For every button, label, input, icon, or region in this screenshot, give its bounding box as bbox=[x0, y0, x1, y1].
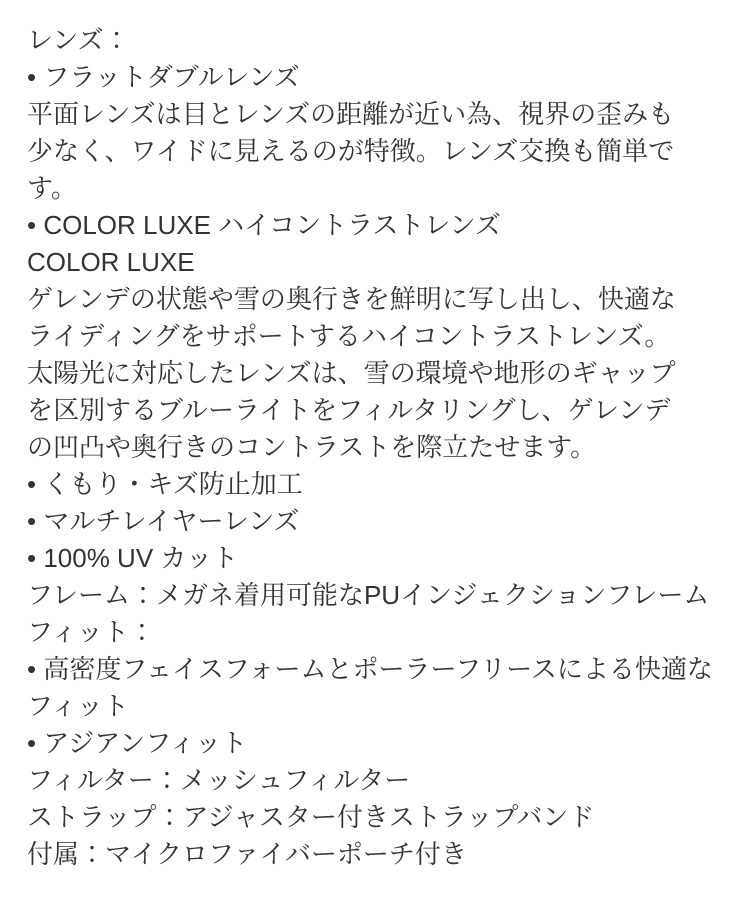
text-line: ストラップ：アジャスター付きストラップバンド bbox=[27, 802, 595, 832]
text-line: フレーム：メガネ着用可能なPUインジェクションフレーム bbox=[27, 580, 710, 610]
text-line: • くもり・キズ防止加工 bbox=[27, 469, 303, 499]
text-line: を区別するブルーライトをフィルタリングし、ゲレンデ bbox=[27, 395, 671, 425]
text-line: 平面レンズは目とレンズの距離が近い為、視界の歪みも bbox=[27, 99, 675, 129]
text-line: 少なく、ワイドに見えるのが特徴。レンズ交換も簡単で bbox=[27, 136, 675, 166]
text-line: ライディングをサポートするハイコントラストレンズ。 bbox=[27, 321, 671, 351]
text-line: 太陽光に対応したレンズは、雪の環境や地形のギャップ bbox=[27, 358, 676, 388]
text-line: レンズ： bbox=[27, 25, 130, 55]
text-line: • アジアンフィット bbox=[27, 728, 248, 758]
text-line: フィルター：メッシュフィルター bbox=[27, 765, 411, 795]
text-line: の凹凸や奥行きのコントラストを際立たせます。 bbox=[27, 432, 597, 462]
text-line: ゲレンデの状態や雪の奥行きを鮮明に写し出し、快適な bbox=[27, 284, 676, 314]
text-line: COLOR LUXE bbox=[27, 247, 195, 277]
text-line: フィット bbox=[27, 691, 129, 721]
text-line: 付属：マイクロファイバーポーチ付き bbox=[27, 839, 467, 869]
text-line: す。 bbox=[27, 173, 77, 203]
text-line: フィット： bbox=[27, 617, 155, 647]
text-line: • マルチレイヤーレンズ bbox=[27, 506, 300, 536]
text-line: • フラットダブルレンズ bbox=[27, 62, 300, 92]
text-line: • 100% UV カット bbox=[27, 543, 239, 573]
text-line: • COLOR LUXE ハイコントラストレンズ bbox=[27, 210, 501, 240]
text-line: • 高密度フェイスフォームとポーラーフリースによる快適な bbox=[27, 654, 713, 684]
